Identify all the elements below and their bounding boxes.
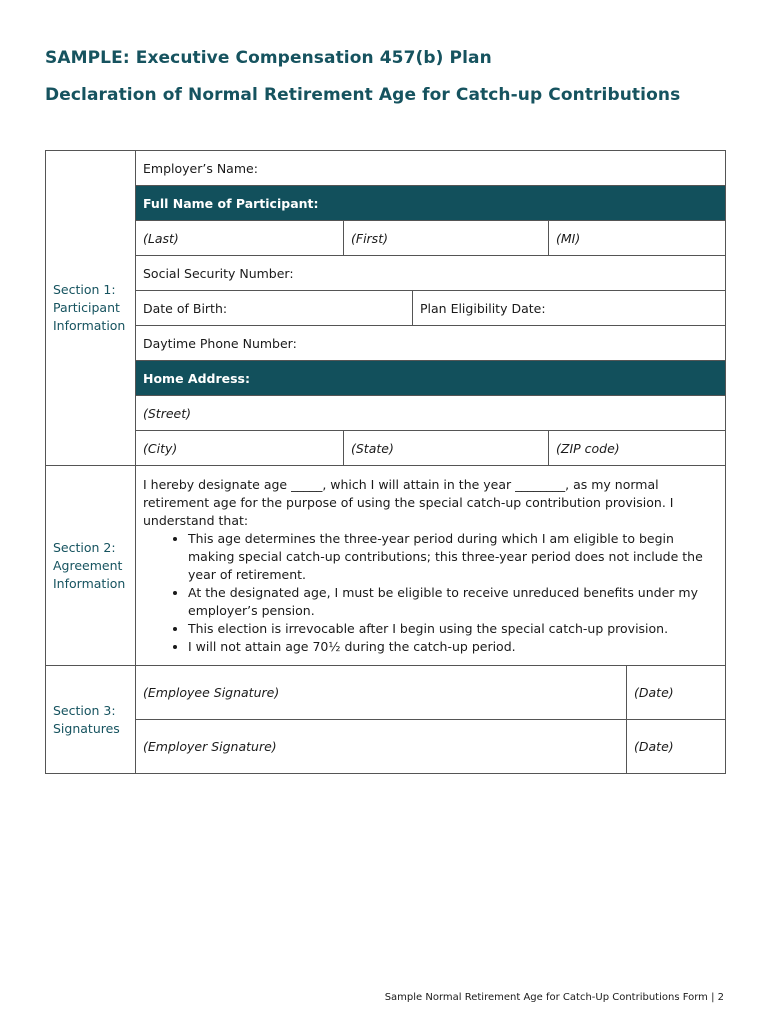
section-3-label: Section 3: Signatures bbox=[46, 666, 136, 774]
city-field[interactable]: (City) bbox=[136, 431, 344, 466]
agreement-intro: I hereby designate age _____, which I will attain in the year ________, as my normal retirement age for the purpose of using the special catch-up contribution provision. I understand that: bbox=[143, 476, 674, 528]
document-subtitle: Declaration of Normal Retirement Age for Catch-up Contributions bbox=[45, 85, 681, 105]
agreement-bullet-list bbox=[143, 530, 718, 656]
first-name-field[interactable]: (First) bbox=[344, 221, 549, 256]
agreement-bullet: • At the designated age, I must be eligible to receive unreduced benefits under my employer’s pension. bbox=[188, 584, 718, 620]
agreement-bullet: • This election is irrevocable after I begin using the special catch-up provision. bbox=[188, 620, 718, 638]
ssn-field[interactable]: Social Security Number: bbox=[136, 256, 726, 291]
agreement-bullet: • This age determines the three-year period during which I am eligible to begin making special catch-up contributions; this three-year period does not include the year of retirement. bbox=[188, 530, 718, 584]
agreement-bullet: • I will not attain age 70½ during the catch-up period. bbox=[188, 638, 718, 656]
agreement-text bbox=[136, 466, 726, 666]
street-field[interactable]: (Street) bbox=[136, 396, 726, 431]
zip-code-field[interactable]: (ZIP code) bbox=[549, 431, 726, 466]
plan-eligibility-date-field[interactable]: Plan Eligibility Date: bbox=[413, 291, 726, 326]
last-name-field[interactable]: (Last) bbox=[136, 221, 344, 256]
employee-signature-field[interactable]: (Employee Signature) bbox=[136, 666, 627, 720]
document-title: SAMPLE: Executive Compensation 457(b) Plan bbox=[45, 48, 492, 68]
page-footer: Sample Normal Retirement Age for Catch-Up Contributions Form | 2 bbox=[384, 992, 724, 1003]
employer-date-field[interactable]: (Date) bbox=[627, 720, 726, 774]
declaration-form bbox=[45, 150, 726, 774]
employer-name-field[interactable]: Employer’s Name: bbox=[136, 151, 726, 186]
employer-signature-field[interactable]: (Employer Signature) bbox=[136, 720, 627, 774]
state-field[interactable]: (State) bbox=[344, 431, 549, 466]
middle-initial-field[interactable]: (MI) bbox=[549, 221, 726, 256]
section-2-label: Section 2: Agreement Information bbox=[46, 466, 136, 666]
full-name-header: Full Name of Participant: bbox=[136, 186, 726, 221]
employee-date-field[interactable]: (Date) bbox=[627, 666, 726, 720]
date-of-birth-field[interactable]: Date of Birth: bbox=[136, 291, 413, 326]
daytime-phone-field[interactable]: Daytime Phone Number: bbox=[136, 326, 726, 361]
section-1-label: Section 1: Participant Information bbox=[46, 151, 136, 466]
home-address-header: Home Address: bbox=[136, 361, 726, 396]
